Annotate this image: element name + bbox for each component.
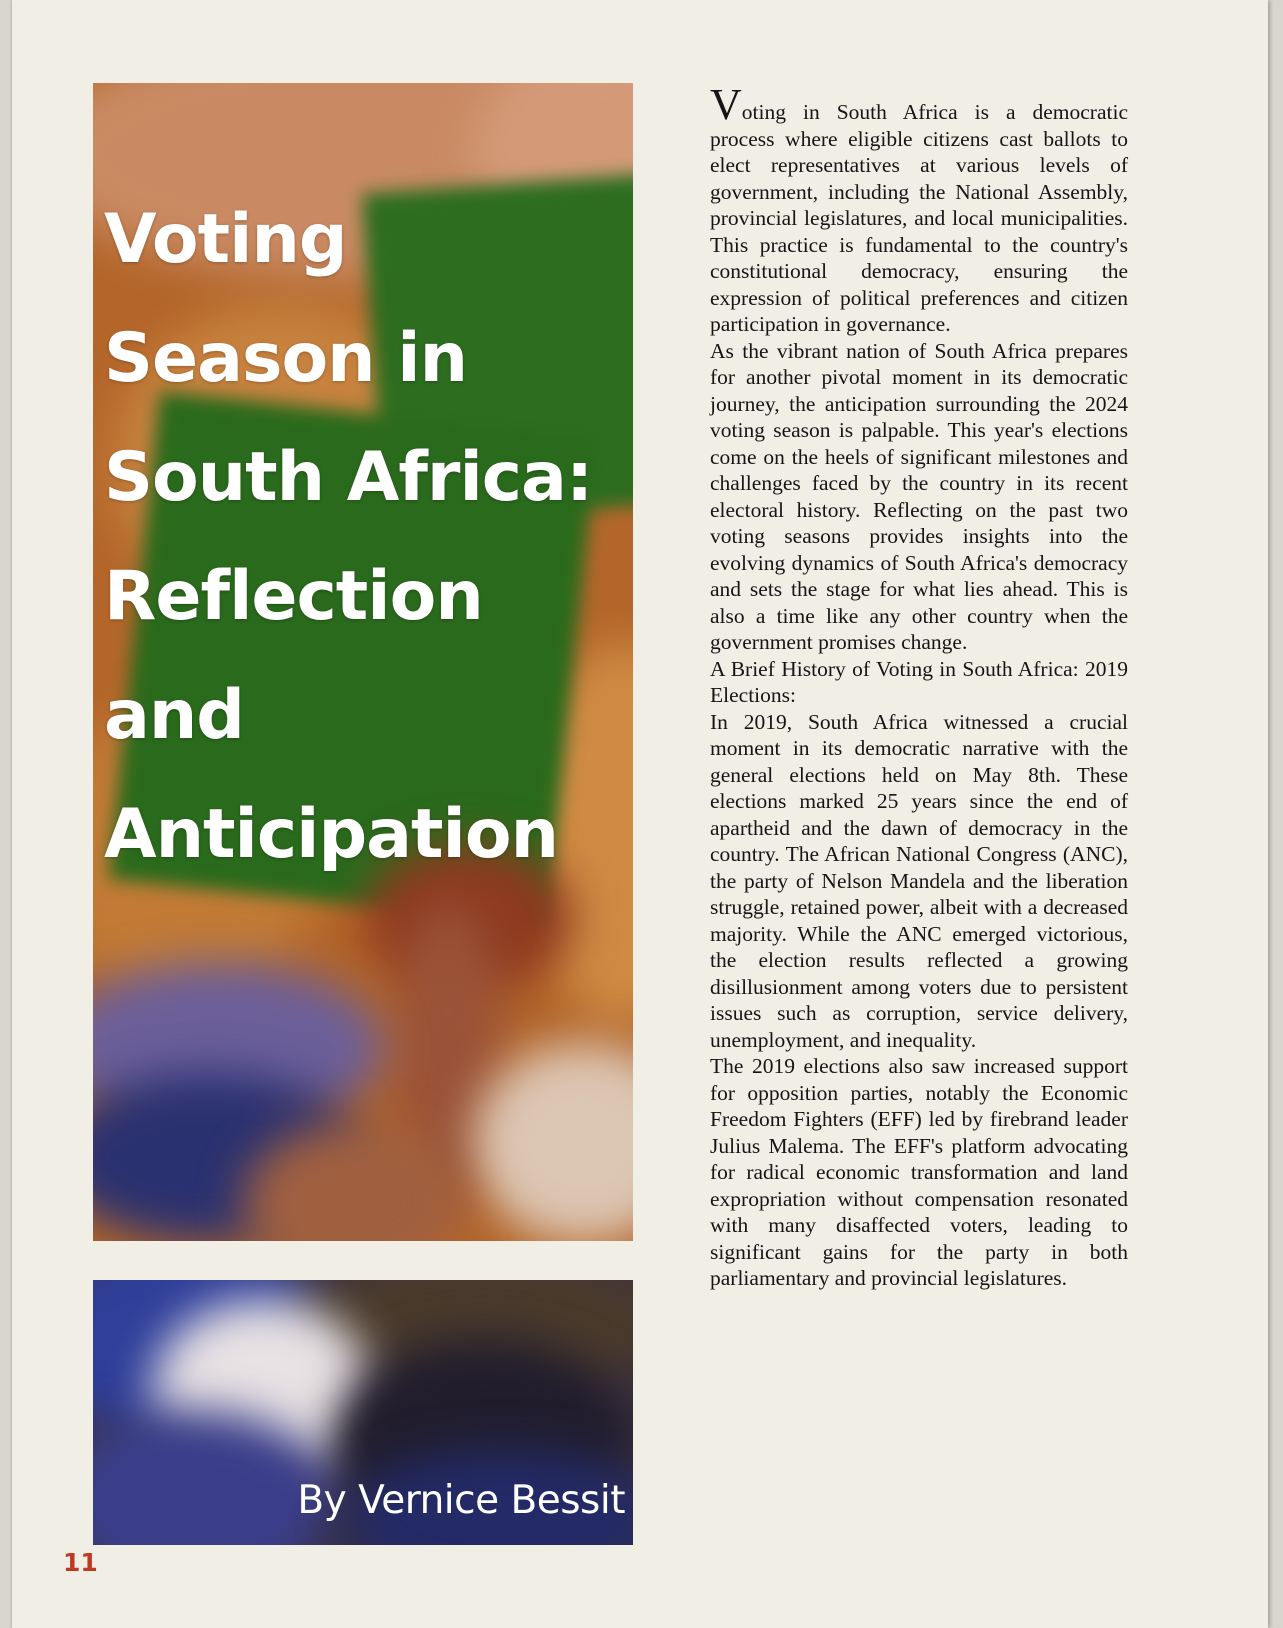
headline-line: Season in [104,319,467,398]
article-body [710,80,1128,1292]
article-byline: By Vernice Bessit [297,1478,625,1523]
article-paragraph: As the vibrant nation of South Africa prepares for another pivotal moment in its democratic journey, the anticipation surrounding the 2024 voting season is palpable. This year's elections come on the heels of significant milestones and challenges faced by the country in its recent electoral history. Reflecting on the past two voting seasons provides insights into the evolving dynamics of South Africa's democracy and sets the stage for what lies ahead. This is also a time like any other country when the government promises change. [710,338,1128,654]
article-paragraph: The 2019 elections also saw increased support for opposition parties, notably the Economic Freedom Fighters (EFF) led by firebrand leader Julius Malema. The EFF's platform advocating for radical economic transformation and land expropriation without compensation resonated with many disaffected voters, leading to significant gains for the party in both parliamentary and provincial legislatures. [710,1054,1128,1290]
magazine-page [12,0,1268,1628]
headline-line: and [104,676,244,755]
article-paragraph [710,80,1128,338]
paragraph-text: oting in South Africa is a democratic process where eligible citizens cast ballots to elect representatives at various levels of government, including the National Assembly, provincial legislatures, and local municipalities. This practice is fundamental to the country's constitutional democracy, ensuring the expression of political preferences and citizen participation in governance. [710,100,1128,336]
article-headline [104,180,624,894]
drop-cap: V [710,80,742,129]
section-heading: A Brief History of Voting in South Africa: 2019 Elections: [710,656,1128,707]
headline-line: Anticipation [104,795,558,874]
headline-line: Voting [104,200,347,279]
headline-line: South Africa: [104,438,593,517]
headline-line: Reflection [104,557,483,636]
article-paragraph: In 2019, South Africa witnessed a crucial moment in its democratic narrative with the general elections held on May 8th. These elections marked 25 years since the end of apartheid and the dawn of democracy in the country. The African National Congress (ANC), the party of Nelson Mandela and the liberation struggle, retained power, albeit with a decreased majority. While the ANC emerged victorious, the election results reflected a growing disillusionment among voters due to persistent issues such as corruption, service delivery, unemployment, and inequality. [710,709,1128,1052]
page-number: 11 [63,1548,98,1577]
